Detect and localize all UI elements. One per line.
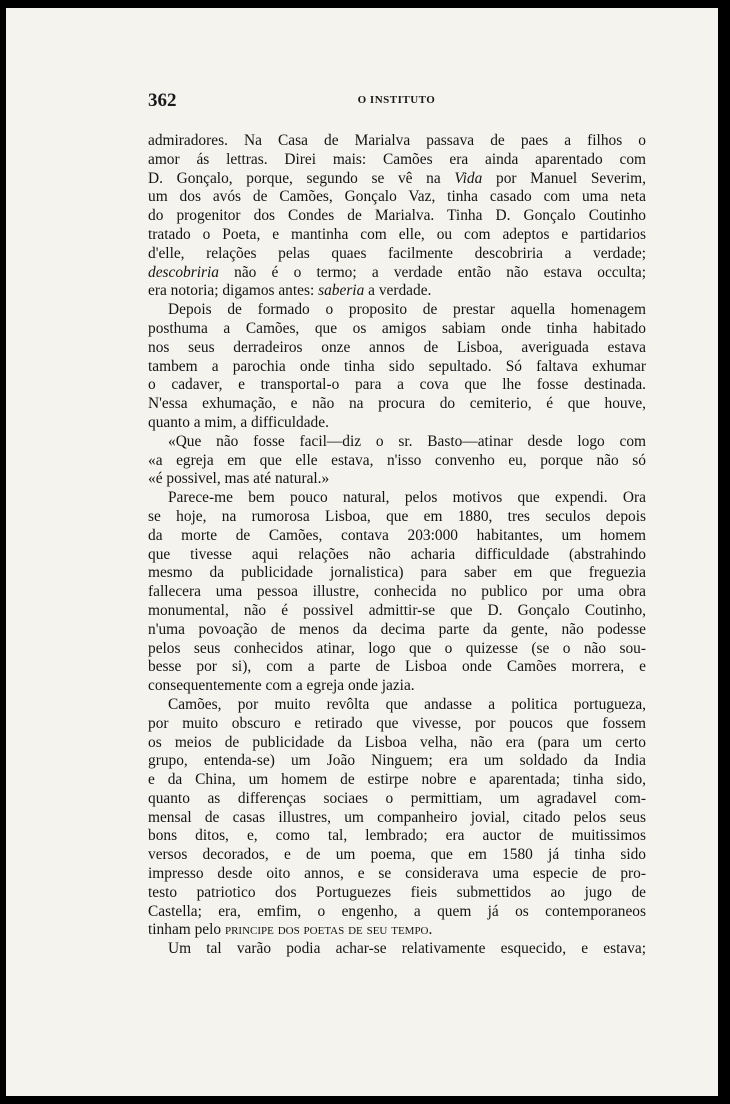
text-line: e da China, um homem de estirpe nobre e aparentada; tinha sido, <box>148 771 646 789</box>
page-number: 362 <box>148 90 177 111</box>
text-line: versos decorados, e de um poema, que em 1580 já tinha sido <box>148 846 646 864</box>
text-line: mensal de casas illustres, um companheiro jovial, citado pelos seus <box>148 808 646 826</box>
text-line: Camões, por muito revôlta que andasse a politica portugueza, <box>168 695 646 713</box>
paragraph-5 <box>148 696 646 940</box>
text-line: pelos seus conhecidos atinar, logo que o quizesse (se o não sou- <box>148 639 646 657</box>
text-line: d'elle, relações pelas quaes facilmente descobriria a verdade; <box>148 244 646 262</box>
text-line: posthuma a Camões, que os amigos sabiam onde tinha habitado <box>148 319 646 337</box>
text-line: admiradores. Na Casa de Marialva passava de paes a filhos o <box>148 132 646 149</box>
text-line: quanto as differenças sociaes o permittiam, um agradavel com- <box>148 789 646 807</box>
text-line: que tivesse aqui relações não acharia difficuldade (abstrahindo <box>148 545 646 563</box>
text-line: monumental, não é possivel admittir-se que D. Gonçalo Coutinho, <box>148 601 646 619</box>
text-line: nos seus derradeiros onze annos de Lisboa, averiguada estava <box>148 338 646 356</box>
paragraph-4 <box>148 489 646 696</box>
book-page <box>6 8 718 1096</box>
text-line: Um tal varão podia achar-se relativamente esquecido, e estava; <box>168 940 646 958</box>
page-header <box>144 90 649 114</box>
text-line: n'uma povoação de menos da decima parte da gente, não podesse <box>148 620 646 638</box>
running-title: O INSTITUTO <box>357 94 436 106</box>
text-line: besse por si), com a parte de Lisboa onde Camões morrera, e <box>148 658 646 676</box>
text-line: «é possivel, mas até natural.» <box>148 470 330 488</box>
text-line: amor ás lettras. Direi mais: Camões era ainda aparentado com <box>148 150 646 168</box>
text-line: tratado o Poeta, e mantinha com elle, ou com adeptos e partidarios <box>148 225 646 243</box>
paragraph-2 <box>148 301 646 433</box>
small-caps-phrase: principe dos poetas de seu tempo <box>224 921 429 939</box>
text-line: «Que não fosse facil—diz o sr. Basto—atinar desde logo com <box>168 432 646 450</box>
paragraph-6 <box>148 940 646 959</box>
text-line: da morte de Camões, contava 203:000 habitantes, um homem <box>148 526 646 544</box>
text-line: mesmo da publicidade jornalistica) para saber em que freguezia <box>148 564 646 582</box>
text-line: um dos avós de Camões, Gonçalo Vaz, tinha casado com uma neta <box>148 188 646 206</box>
text-line: bons ditos, e, como tal, lembrado; era auctor de muitissimos <box>148 827 646 845</box>
text-line: quanto a mim, a difficuldade. <box>148 413 329 431</box>
text-line: fallecera uma pessoa illustre, conhecida no publico por uma obra <box>148 583 646 601</box>
text-line: impresso desde oito annos, e se considerava uma especie de pro- <box>148 865 646 883</box>
text-line: descobriria não é o termo; a verdade então não estava occulta; <box>148 263 646 281</box>
text-line: Castella; era, emfim, o engenho, a quem já os contemporaneos <box>148 902 646 920</box>
text-line: por muito obscuro e retirado que vivesse, por poucos que fossem <box>148 714 646 732</box>
paragraph-1 <box>148 132 646 301</box>
text-line: Parece-me bem pouco natural, pelos motivos que expendi. Ora <box>168 489 646 507</box>
text-line: N'essa exhumação, e não na procura do cemiterio, é que houve, <box>148 395 646 413</box>
paragraph-3-quotation <box>148 433 646 489</box>
italic-word-saberia: saberia <box>318 282 365 300</box>
text-line: testo patriotico dos Portuguezes fieis submettidos ao jugo de <box>148 883 646 901</box>
text-line: os meios de publicidade da Lisboa velha, não era (para um certo <box>148 733 646 751</box>
text-line: se hoje, na rumorosa Lisboa, que em 1880, tres seculos depois <box>148 507 646 525</box>
text-line: era notoria; digamos antes: saberia a verdade. <box>148 282 432 300</box>
italic-word-descobriria: descobriria <box>148 263 219 281</box>
text-line: consequentemente com a egreja onde jazia. <box>148 677 415 695</box>
text-line: do progenitor dos Condes de Marialva. Tinha D. Gonçalo Coutinho <box>148 207 646 225</box>
text-line: «a egreja em que elle estava, n'isso convenho eu, porque não só <box>148 451 646 469</box>
italic-title-vida: Vida <box>454 169 483 187</box>
text-line: tambem a parochia onde tinha sido sepultado. Só faltava exhumar <box>148 357 646 375</box>
text-line: o cadaver, e transportal-o para a cova que lhe fosse destinada. <box>148 376 646 394</box>
text-line: grupo, entenda-se) um João Ninguem; era um soldado da India <box>148 752 646 770</box>
text-line: tinham pelo principe dos poetas de seu tempo. <box>148 921 433 939</box>
body-text <box>148 132 646 959</box>
text-line: D. Gonçalo, porque, segundo se vê na Vida por Manuel Severim, <box>148 169 646 187</box>
text-line: Depois de formado o proposito de prestar aquella homenagem <box>168 301 646 319</box>
